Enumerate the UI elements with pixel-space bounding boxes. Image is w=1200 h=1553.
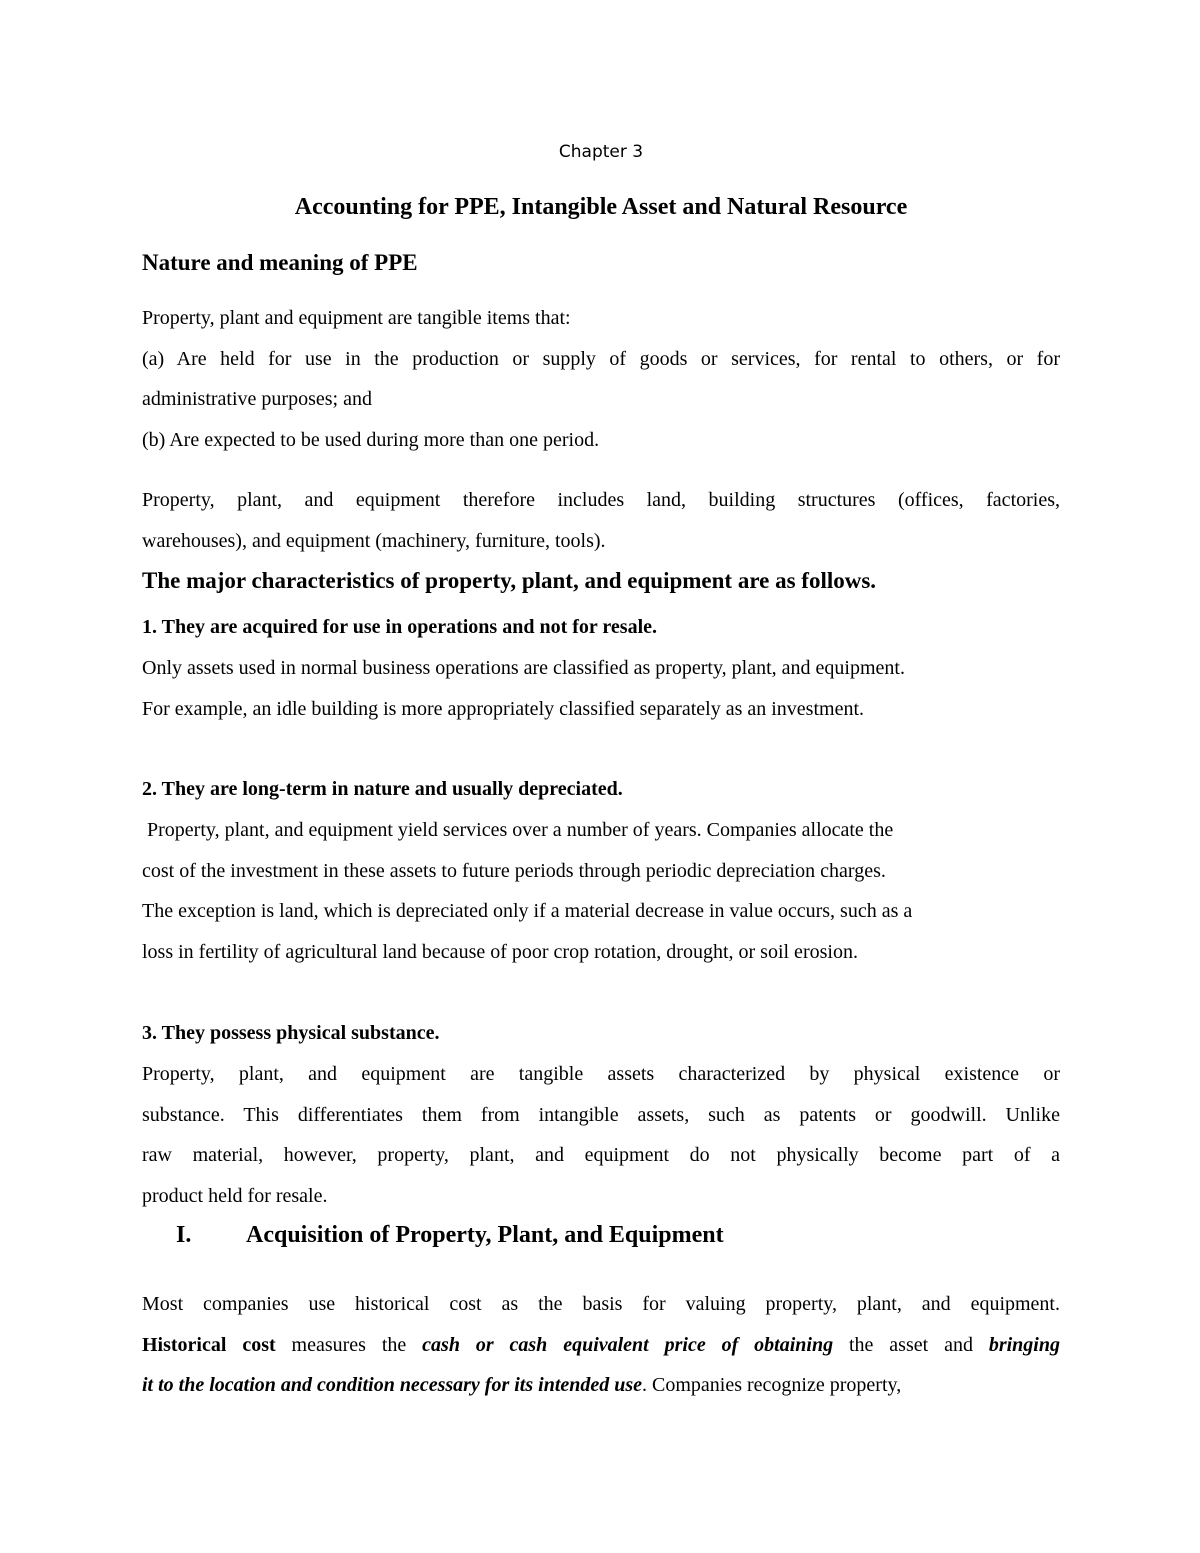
nature-heading: Nature and meaning of PPE xyxy=(142,250,418,275)
historical-line3 xyxy=(142,1365,1060,1406)
historical-emphasis1: cash or cash equivalent price of obtaining xyxy=(422,1333,834,1356)
historical-mid2: the asset and xyxy=(833,1333,989,1356)
characteristics-heading: The major characteristics of property, plant, and equipment are as follows. xyxy=(142,568,877,593)
historical-end: . Companies recognize property, xyxy=(642,1374,902,1396)
definition-item-a-line1: (a) Are held for use in the production or supply of goods or services, for rental to others, or for xyxy=(142,347,1060,370)
includes-line2: warehouses), and equipment (machinery, furniture, tools). xyxy=(142,529,606,552)
char1-line2: For example, an idle building is more appropriately classified separately as an investment. xyxy=(142,697,865,720)
historical-line2 xyxy=(142,1325,1060,1366)
char3-line1: Property, plant, and equipment are tangible assets characterized by physical existence or xyxy=(142,1063,1060,1085)
includes-line1: Property, plant, and equipment therefore includes land, building structures (offices, factories, xyxy=(142,489,1060,511)
section-acquisition-heading xyxy=(176,1222,724,1249)
definition-item-a-line2: administrative purposes; and xyxy=(142,388,372,410)
section-title: Acquisition of Property, Plant, and Equipment xyxy=(246,1222,724,1248)
char1-heading: 1. They are acquired for use in operations and not for resale. xyxy=(142,616,658,638)
historical-emphasis2b: it to the location and condition necessary for its intended use xyxy=(142,1374,643,1396)
historical-mid1: measures the xyxy=(275,1333,423,1356)
document-title: Accounting for PPE, Intangible Asset and Natural Resource xyxy=(294,194,908,220)
historical-line1: Most companies use historical cost as the basis for valuing property, plant, and equipment. xyxy=(142,1293,1060,1315)
definition-item-b: (b) Are expected to be used during more than one period. xyxy=(142,428,600,451)
char2-heading: 2. They are long-term in nature and usually depreciated. xyxy=(142,778,623,800)
char3-line3: raw material, however, property, plant, and equipment do not physically become part of a xyxy=(142,1144,1060,1166)
section-number: I. xyxy=(176,1222,192,1248)
char2-paragraph xyxy=(142,810,1060,972)
char1-paragraph xyxy=(142,648,1060,729)
definition-intro: Property, plant and equipment are tangible items that: xyxy=(142,307,571,329)
char3-heading: 3. They possess physical substance. xyxy=(142,1022,440,1044)
char2-line4: loss in fertility of agricultural land because of poor crop rotation, drought, or soil erosion. xyxy=(142,940,858,963)
char2-line3: The exception is land, which is depreciated only if a material decrease in value occurs, such as a xyxy=(142,900,913,922)
char3-line4: product held for resale. xyxy=(142,1184,328,1207)
definition-paragraph xyxy=(142,298,1060,460)
includes-paragraph xyxy=(142,480,1060,561)
char3-paragraph xyxy=(142,1054,1060,1216)
char3-line2: substance. This differentiates them from intangible assets, such as patents or goodwill. Unlike xyxy=(142,1103,1060,1126)
historical-cost-term: Historical cost xyxy=(142,1333,276,1356)
char2-line2: cost of the investment in these assets to future periods through periodic depreciation charges. xyxy=(142,859,886,882)
char2-line1: Property, plant, and equipment yield services over a number of years. Companies allocate the xyxy=(142,819,894,841)
char1-line1: Only assets used in normal business operations are classified as property, plant, and equipment. xyxy=(142,657,905,679)
chapter-label: Chapter 3 xyxy=(558,142,644,162)
historical-emphasis2a: bringing xyxy=(988,1333,1060,1356)
historical-cost-paragraph xyxy=(142,1284,1060,1406)
